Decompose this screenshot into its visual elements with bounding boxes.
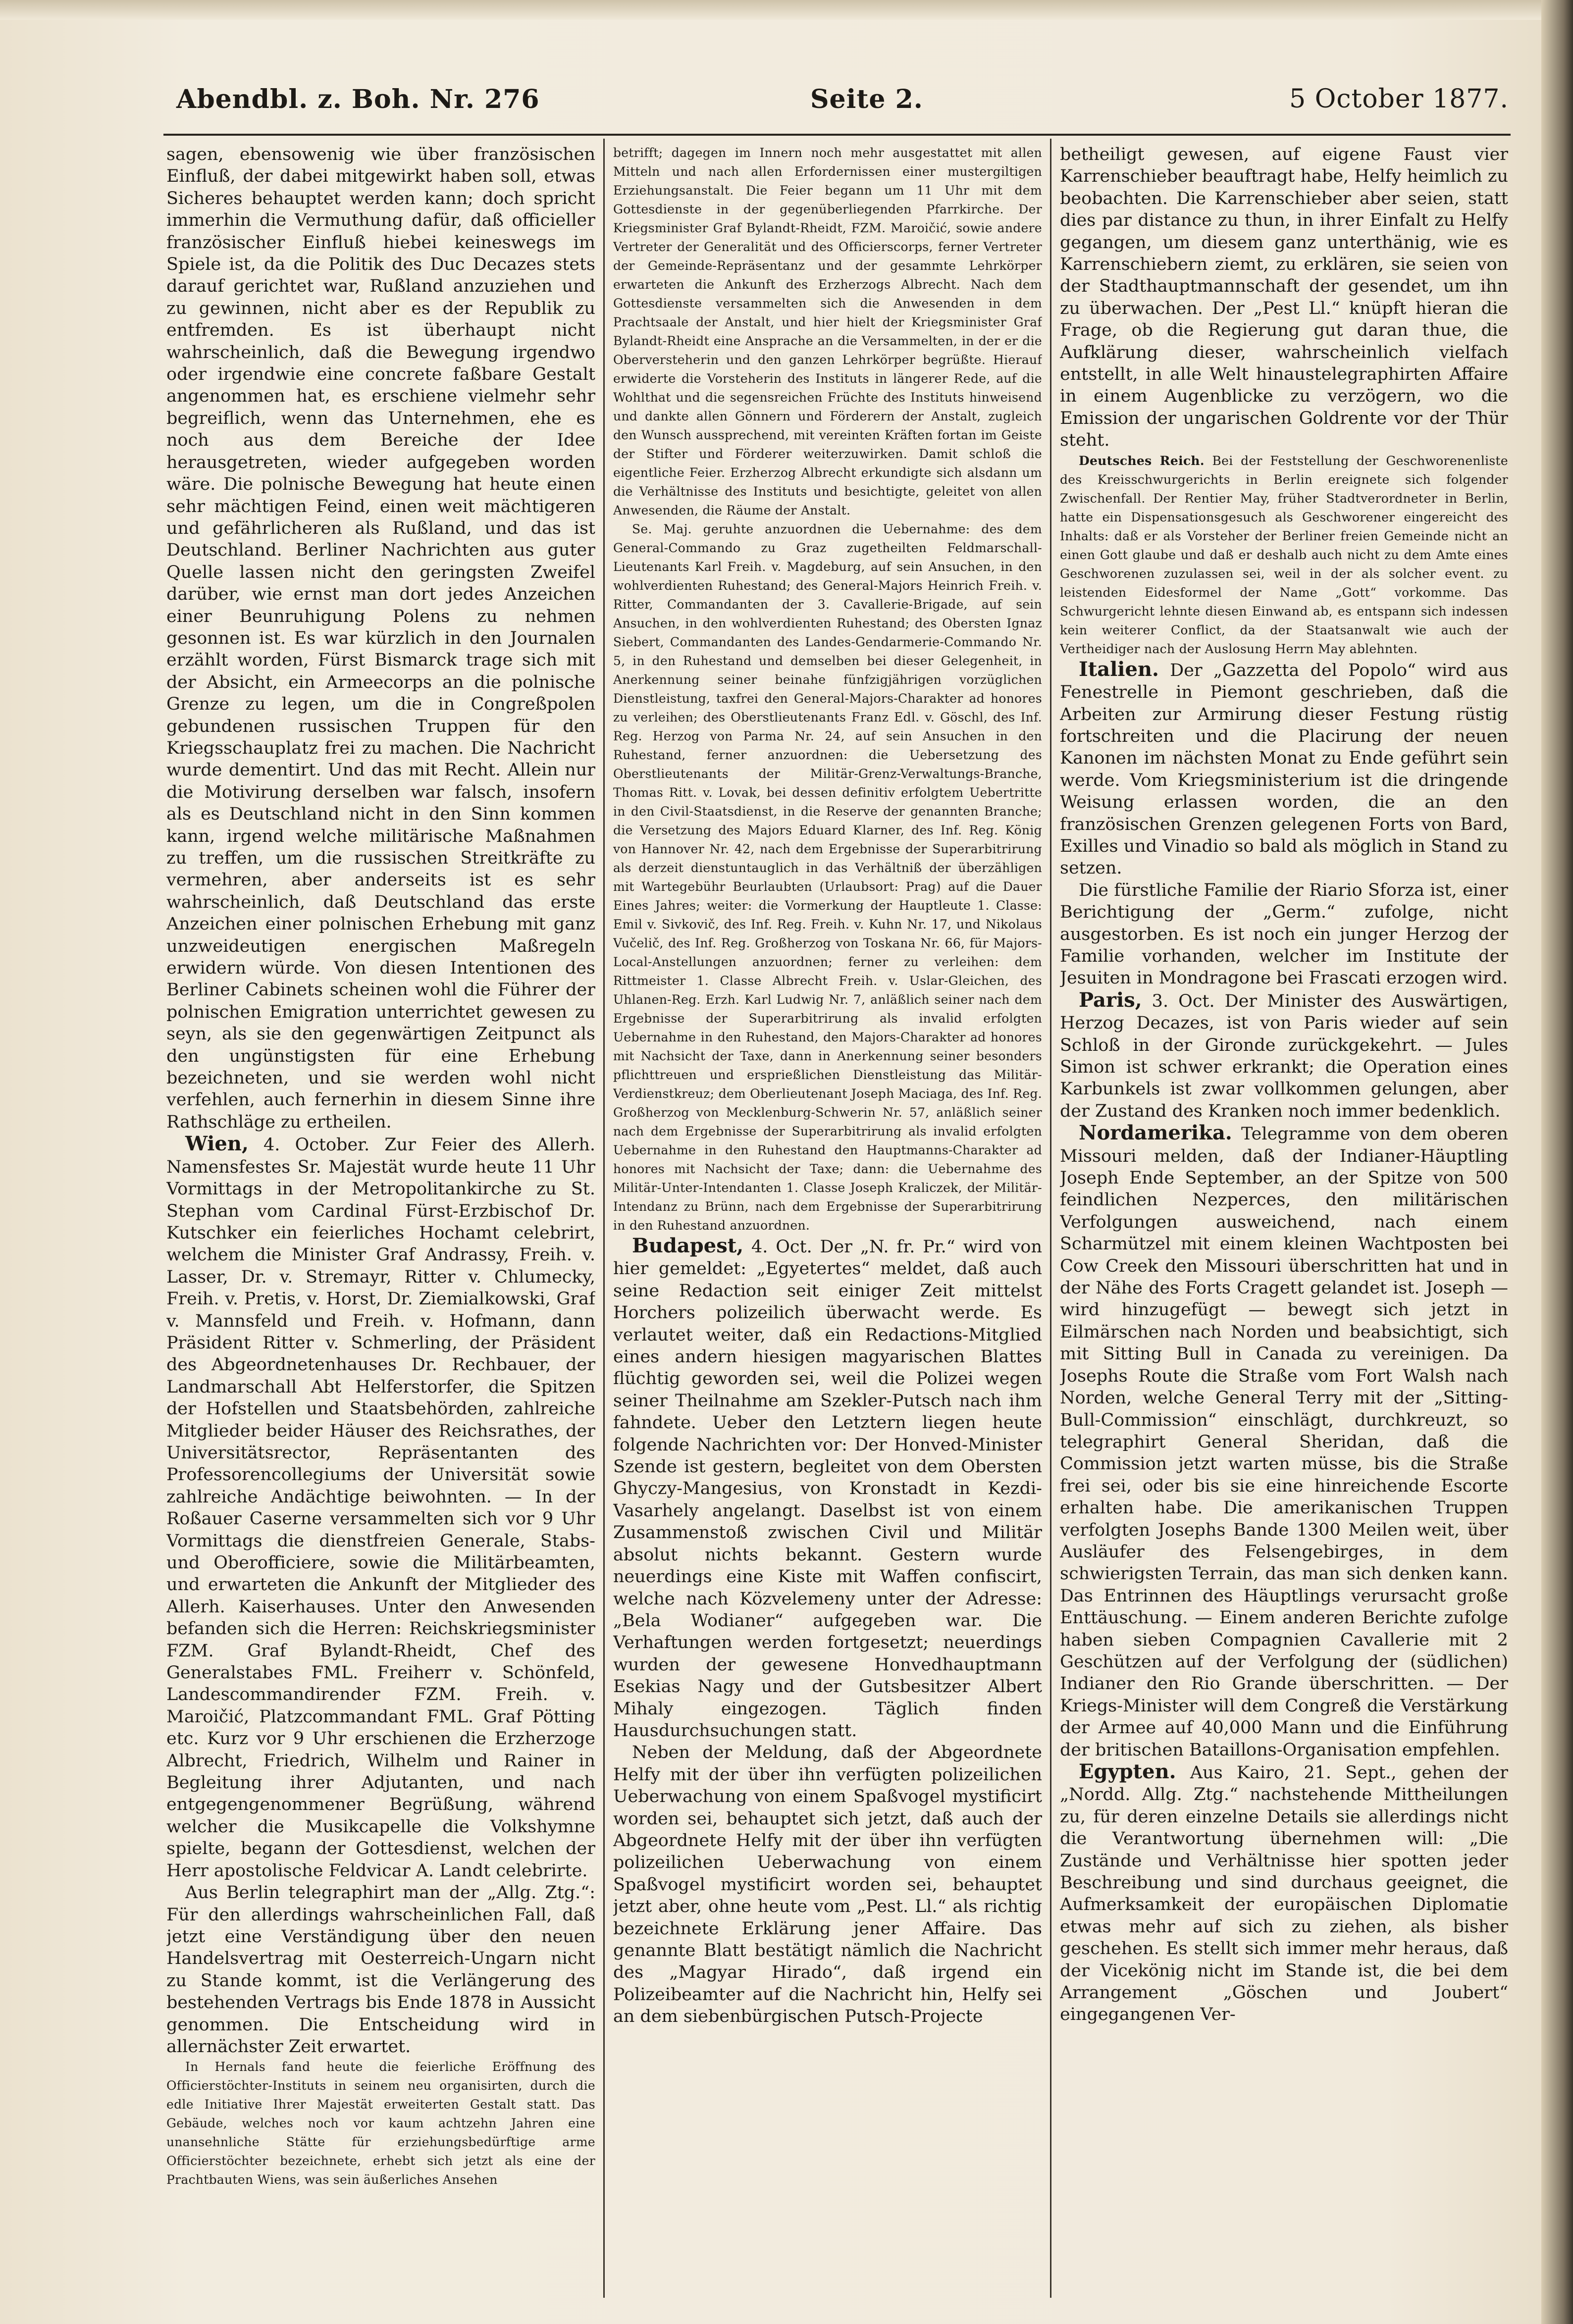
dateline: Budapest, <box>632 1234 744 1257</box>
article-paragraph: Die fürstliche Familie der Riario Sforza ist, einer Berichtigung der „Germ.“ zufolge, nicht ausgestorben. Es ist noch ein junger Herzog der Familie vorhanden, welcher im Institute der Jesuiten in Mondragone bei Frascati erzogen wird. <box>1060 880 1508 988</box>
page-header <box>176 79 1509 124</box>
dateline: Wien, <box>185 1132 249 1156</box>
header-rule <box>163 134 1511 136</box>
article-text: 4. October. Zur Feier des Allerh. Namensfestes Sr. Majestät wurde heute 11 Uhr Vormittags in der Metropolitankirche zu St. Stephan vom Cardinal Fürst-Erzbischof Dr. Kutschker ein feierliches Hochamt celebrirt, welchem die Minister Graf Andrassy, Freih. v. Lasser, Dr. v. Stremayr, Ritter v. Chlumecky, Freih. v. Pretis, v. Horst, Dr. Ziemialkowski, Graf v. Mannsfeld und Freih. v. Hofmann, dann Präsident Ritter v. Schmerling, der Präsident des Abgeordnetenhauses Dr. Rechbauer, der Landmarschall Abt Helferstorfer, die Spitzen der Hofstellen und Staatsbehörden, zahlreiche Mitglieder beider Häuser des Reichsrathes, der Universitätsrector, Repräsentanten des Professorencollegiums der Universität sowie zahlreiche Andächtige beiwohnten. — In der Roßauer Caserne versammelten sich vor 9 Uhr Vormittags die dienstfreien Generale, Stabs- und Oberofficiere, sowie die Militärbeamten, und erwarteten die Ankunft der Mitglieder des Allerh. Kaiserhauses. Unter den Anwesenden befanden sich die Herren: Reichskriegsminister FZM. Graf Bylandt-Rheidt, Chef des Generalstabes FML. Freiherr v. Schönfeld, Landescommandirender FZM. Freih. v. Maroičić, Platzcommandant FML. Graf Pötting etc. Kurz vor 9 Uhr erschienen die Erzherzoge Albrecht, Friedrich, Wilhelm und Rainer in Begleitung ihrer Adjutanten, und nach entgegengenommener Begrüßung, während welcher die Musikcapelle die Volkshymne spielte, begann der Gottesdienst, welchen der Herr apostolische Feldvicar A. Landt celebrirte. <box>166 1135 595 1881</box>
section-heading: Egypten. <box>1079 1760 1176 1783</box>
page-number: Seite 2. <box>810 84 923 114</box>
column-divider <box>603 139 605 2298</box>
article-paragraph: Aus Berlin telegraphirt man der „Allg. Ztg.“: Für den allerdings wahrscheinlichen Fall, daß jetzt eine Verständigung über den neuen Handelsvertrag mit Oesterreich-Ungarn nicht zu Stande kommt, ist die Verlängerung des bestehenden Vertrags bis Ende 1878 in Aussicht genommen. Die Entscheidung wird in allernächster Zeit erwartet. <box>166 1883 595 2057</box>
column-divider <box>1050 139 1051 2298</box>
section-heading: Nordamerika. <box>1079 1121 1232 1145</box>
section-heading: Deutsches Reich. <box>1079 453 1205 468</box>
article-text: Aus Kairo, 21. Sept., gehen der „Nordd. Allg. Ztg.“ nachstehende Mittheilungen zu, für deren einzelne Details sie allerdings nicht die Verantwortung übernehmen will: „Die Zustände und Verhältnisse hier spotten jeder Beschreibung und sind durchaus geeignet, die Aufmerksamkeit der europäischen Diplomatie etwas mehr auf sich zu ziehen, als bisher geschehen. Es stellt sich immer mehr heraus, daß der Vicekönig nicht im Stande ist, die bei dem Arrangement „Göschen und Joubert“ eingegangenen Ver- <box>1060 1763 1508 2025</box>
article-paragraph <box>166 1133 595 1882</box>
column-3 <box>1060 144 1508 2308</box>
article-paragraph <box>1060 1122 1508 1761</box>
column-1 <box>166 144 595 2308</box>
article-text: Telegramme von dem oberen Missouri melden, daß der Indianer-Häuptling Joseph Ende September, an der Spitze von 500 feindlichen Nezperces, den militärischen Verfolgungen ausweichend, nach einem Scharmützel mit einem kleinen Wachtposten bei Cow Creek den Missouri überschritten hat und in der Nähe des Forts Cragett gelandet ist. Joseph — wird hinzugefügt — bewegt sich jetzt in Eilmärschen nach Norden und beabsichtigt, sich mit Sitting Bull in Canada zu vereinigen. Da Josephs Route die Straße vom Fort Walsh nach Norden, welche General Terry mit der „Sitting-Bull-Commission“ einschlägt, durchkreuzt, so telegraphirt General Sheridan, daß die Commission jetzt warten müsse, bis die Straße frei sei, oder bis sie eine hinreichende Escorte erhalten habe. Die amerikanischen Truppen verfolgten Josephs Bande 1300 Meilen weit, über Ausläufer des Felsengebirges, in dem schwierigsten Terrain, das man sich denken kann. Das Entrinnen des Häuptlings verursacht große Enttäuschung. — Einem anderen Berichte zufolge haben sieben Compagnien Cavallerie mit 2 Geschützen auf der Verfolgung der (südlichen) Indianer den Rio Grande überschritten. — Der Kriegs-Minister will dem Congreß die Verstärkung der Armee auf 40,000 Mann und die Einführung der britischen Bataillons-Organisation empfehlen. <box>1060 1124 1508 1760</box>
article-paragraph <box>1060 452 1508 659</box>
article-paragraph: betrifft; dagegen im Innern noch mehr ausgestattet mit allen Mitteln und nach allen Erfordernissen einer mustergiltigen Erziehungsanstalt. Die Feier begann um 11 Uhr mit dem Gottesdienste in der gegenüberliegenden Pfarrkirche. Der Kriegsminister Graf Bylandt-Rheidt, FZM. Maroičić, sowie andere Vertreter der Generalität und des Officierscorps, ferner Vertreter der Gemeinde-Repräsentanz und der gesammte Lehrkörper erwarteten die Ankunft des Erzherzogs Albrecht. Nach dem Gottesdienste versammelten sich die Anwesenden in dem Prachtsaale der Anstalt, und hier hielt der Kriegsminister Graf Bylandt-Rheidt eine Ansprache an die Versammelten, in der er die Oberversteherin und den ganzen Lehrkörper begrüßte. Hierauf erwiderte die Vorsteherin des Instituts in längerer Rede, auf die Wohlthat und die segensreichen Früchte des Instituts hinweisend und dankte allen Gönnern und Förderern der Anstalt, zugleich den Wunsch aussprechend, mit vereinten Kräften fortan im Geiste der Stifter und Förderer weiterzuwirken. Damit schloß die eigentliche Feier. Erzherzog Albrecht erkundigte sich alsdann um die Verhältnisse des Instituts und besichtigte, geleitet von allen Anwesenden, die Räume der Anstalt. <box>613 146 1042 517</box>
article-paragraph: In Hernals fand heute die feierliche Eröffnung des Officierstöchter-Instituts in seinem neu organisirten, durch die edle Initiative Ihrer Majestät erweiterten Gestalt statt. Das Gebäude, welches noch vor kaum achtzehn Jahren eine unansehnliche Stätte für erziehungsbedürftige arme Officierstöchter bezeichnete, erhebt sich jetzt als eine der Prachtbauten Wiens, was sein äußerliches Ansehen <box>166 2060 595 2187</box>
article-paragraph <box>1060 989 1508 1122</box>
article-paragraph: Se. Maj. geruhte anzuordnen die Uebernahme: des dem General-Commando zu Graz zugetheilten Feldmarschall-Lieutenants Karl Freih. v. Magdeburg, auf sein Ansuchen, in den wohlverdienten Ruhestand; des General-Majors Heinrich Freih. v. Ritter, Commandanten der 3. Cavallerie-Brigade, auf sein Ansuchen, in den wohlverdienten Ruhestand; des Obersten Ignaz Siebert, Commandanten des Landes-Gendarmerie-Commando Nr. 5, in den Ruhestand und demselben bei dieser Gelegenheit, in Anerkennung seiner beinahe fünfzigjährigen vorzüglichen Dienstleistung, taxfrei den General-Majors-Charakter ad honores zu verleihen; des Oberstlieutenants Franz Edl. v. Göschl, des Inf. Reg. Herzog von Parma Nr. 24, auf sein Ansuchen in den Ruhestand, ferner anzuordnen: die Uebersetzung des Oberstlieutenants der Militär-Grenz-Verwaltungs-Branche, Thomas Ritt. v. Lovak, bei dessen definitiv erfolgtem Uebertritte in den Civil-Staatsdienst, in die Reserve der genannten Branche; die Versetzung des Majors Eduard Klarner, des Inf. Reg. König von Hannover Nr. 42, nach dem Ergebnisse der Superarbitrirung als derzeit dienstuntauglich in das Verhältniß der überzähligen mit Wartegebühr Beurlaubten (Urlaubsort: Prag) auf die Dauer Eines Jahres; weiter: die Vormerkung der Hauptleute 1. Classe: Emil v. Sivkovič, des Inf. Reg. Freih. v. Kuhn Nr. 17, und Nikolaus Vučelič, des Inf. Reg. Großherzog von Toskana Nr. 66, für Majors-Local-Anstellungen anzuordnen; ferner zu verleihen: dem Rittmeister 1. Classe Albrecht Freih. v. Uslar-Gleichen, des Uhlanen-Reg. Erzh. Karl Ludwig Nr. 7, anläßlich seiner nach dem Ergebnisse der Superarbitrirung als invalid erfolgten Uebernahme in den Ruhestand, den Majors-Charakter ad honores mit Nachsicht der Taxe, dann in Anerkennung seiner besonders pflichttreuen und ersprießlichen Dienstleistung das Militär-Verdienstkreuz; dem Oberlieutenant Joseph Maciaga, des Inf. Reg. Großherzog von Mecklenburg-Schwerin Nr. 57, anläßlich seiner nach dem Ergebnisse der Superarbitrirung als invalid erfolgten Uebernahme in den Ruhestand den Hauptmanns-Charakter ad honores mit Nachsicht der Taxe; dann: die Uebernahme des Militär-Unter-Intendanten 1. Classe Joseph Kraliczek, der Militär-Intendanz zu Brünn, nach dem Ergebnisse der Superarbitrirung in den Ruhestand anzuordnen. <box>613 522 1042 1233</box>
article-text: Der „Gazzetta del Popolo“ wird aus Fenestrelle in Piemont geschrieben, daß die Arbeiten zur Armirung dieser Festung rüstig fortschreiten und die Placirung der neuen Kanonen im nächsten Monat zu Ende geführt sein werde. Vom Kriegsministerium ist die dringende Weisung erlassen worden, die an den französischen Grenzen gelegenen Forts von Bard, Exilles und Vinadio so bald als möglich in Stand zu setzen. <box>1060 660 1508 878</box>
article-paragraph: betheiligt gewesen, auf eigene Faust vier Karrenschieber beauftragt habe, Helfy heimlich zu beobachten. Die Karrenschieber aber seien, statt dies par distance zu thun, in ihrer Einfalt zu Helfy gegangen, um diesem ganz unterthänig, wie es Karrenschiebern ziemt, zu erklären, sie seien von der Stadthauptmannschaft der gesendet, um ihn zu überwachen. Der „Pest Ll.“ knüpft hieran die Frage, ob die Regierung gut daran thue, die Aufklärung dieser, wahrscheinlich vielfach entstellt, in alle Welt hinaustelegraphirten Affaire in einem Augenblicke zu verzögern, wo die Emission der ungarischen Goldrente vor der Thür steht. <box>1060 145 1508 451</box>
binding-spine <box>1541 0 1573 2324</box>
issue-date: 5 October 1877. <box>1289 84 1509 114</box>
article-paragraph <box>1060 659 1508 879</box>
issue-label: Abendbl. z. Boh. Nr. 276 <box>176 84 540 114</box>
column-2 <box>613 144 1042 2308</box>
page-top-edge <box>0 0 1573 20</box>
article-text: sagen, ebensowenig wie über französischen Einfluß, der dabei mitgewirkt haben soll, etwas Sicheres behauptet werden kann; doch spricht immerhin die Vermuthung dafür, daß officieller französischer Einfluß hiebei keineswegs im Spiele ist, da die Politik des Duc Decazes stets darauf gerichtet war, Rußland anzuziehen und zu gewinnen, nicht aber es der Republik zu entfremden. Es ist überhaupt nicht wahrscheinlich, daß die Bewegung irgendwo oder irgendwie eine concrete faßbare Gestalt angenommen hat, es erschiene vielmehr sehr begreiflich, wenn das Unternehmen, ehe es noch aus dem Bereiche der Idee herausgetreten, wieder aufgegeben worden wäre. Die polnische Bewegung hat heute einen sehr mächtigen Feind, einen weit mächtigeren und gefährlicheren als Rußland, und das ist Deutschland. Berliner Nachrichten aus guter Quelle lassen nicht den geringsten Zweifel darüber, wie ernst man dort jedes Anzeichen einer Beunruhigung Polens zu nehmen gesonnen ist. Es war kürzlich in den Journalen erzählt worden, Fürst Bismarck trage sich mit der Absicht, ein Armeecorps an die polnische Grenze zu legen, um die in Congreßpolen gebundenen russischen Truppen für den Kriegsschauplatz frei zu machen. Die Nachricht wurde dementirt. Und das mit Recht. Allein nur die Motivirung derselben war falsch, insofern als es Deutschland nicht in den Sinn kommen kann, irgend welche militärische Maßnahmen zu treffen, um die russischen Streitkräfte zu vermehren, aber anderseits ist es sehr wahrscheinlich, daß Deutschland das erste Anzeichen einer polnischen Erhebung mit ganz unzweideutigen energischen Maßregeln erwidern würde. Von diesen Intentionen des Berliner Cabinets scheinen wohl die Führer der polnischen Emigration unterrichtet gewesen zu seyn, als sie den gegenwärtigen Zeitpunct als den ungünstigsten für eine Erhebung bezeichneten, und sie werden wohl nicht verfehlen, auch fernerhin in diesem Sinne ihre Rathschläge zu ertheilen. <box>166 145 595 1132</box>
article-text: Bei der Feststellung der Geschworenenliste des Kreisschwurgerichts in Berlin ereignete sich folgender Zwischenfall. Der Rentier May, früher Stadtverordneter in Berlin, hatte ein Dispensationsgesuch als Geschworener eingereicht des Inhalts: daß er als Vorsteher der Berliner freien Gemeinde nicht an einen Gott glaube und daß er deshalb auch nicht zu dem Amte eines Geschworenen zuzulassen sei, weil in der als solcher event. zu leistenden Eidesformel der Name „Gott“ vorkomme. Das Schwurgericht lehnte diesen Einwand ab, es entspann sich indessen kein weiterer Conflict, da der Staatsanwalt wie auch der Vertheidiger nach der Auslosung Herrn May ablehnten. <box>1060 453 1508 656</box>
dateline: Paris, <box>1079 988 1142 1012</box>
article-paragraph <box>613 1235 1042 1742</box>
section-heading: Italien. <box>1079 657 1159 681</box>
article-text: 3. Oct. Der Minister des Auswärtigen, Herzog Decazes, ist von Paris wieder auf sein Schloß in der Gironde zurückgekehrt. — Jules Simon ist schwer erkrankt; die Operation eines Karbunkels ist zwar vollkommen gelungen, aber der Zustand des Kranken noch immer bedenklich. <box>1060 991 1508 1121</box>
article-paragraph <box>1060 1761 1508 2026</box>
article-paragraph: Neben der Meldung, daß der Abgeordnete Helfy mit der über ihn verfügten polizeilichen Ueberwachung von einem Spaßvogel mystificirt worden sei, behauptet sich jetzt, daß auch der Abgeordnete Helfy mit der über ihn verfügten polizeilichen Ueberwachung von einem Spaßvogel mystificirt worden sei, behauptet jetzt aber, ohne heute vom „Pest. Ll.“ als richtig bezeichnete Erklärung jener Affaire. Das genannte Blatt bestätigt nämlich die Nachricht des „Magyar Hirado“, daß irgend ein Polizeibeamter auf die Nachricht hin, Helfy sei an dem siebenbürgischen Putsch-Projecte <box>613 1743 1042 2027</box>
article-text: 4. Oct. Der „N. fr. Pr.“ wird von hier gemeldet: „Egyetertes“ meldet, daß auch seine Redaction seit einiger Zeit mittelst Horchers polizeilich überwacht werde. Es verlautet weiter, daß ein Redactions-Mitglied eines andern hiesigen magyarischen Blattes flüchtig geworden sei, weil die Polizei wegen seiner Theilnahme am Szekler-Putsch nach ihm fahndete. Ueber den Letztern liegen heute folgende Nachrichten vor: Der Honved-Minister Szende ist gestern, begleitet von dem Obersten Ghyczy-Mangesius, von Kronstadt in Kezdi-Vasarhely angelangt. Daselbst ist von einem Zusammenstoß zwischen Civil und Militär absolut nichts bekannt. Gestern wurde neuerdings eine Kiste mit Waffen confiscirt, welche nach Közvelemeny unter der Adresse: „Bela Wodianer“ aufgegeben war. Die Verhaftungen werden fortgesetzt; neuerdings wurden der gewesene Honvedhauptmann Esekias Nagy und der Gutsbesitzer Albert Mihaly eingezogen. Täglich finden Hausdurchsuchungen statt. <box>613 1237 1042 1741</box>
